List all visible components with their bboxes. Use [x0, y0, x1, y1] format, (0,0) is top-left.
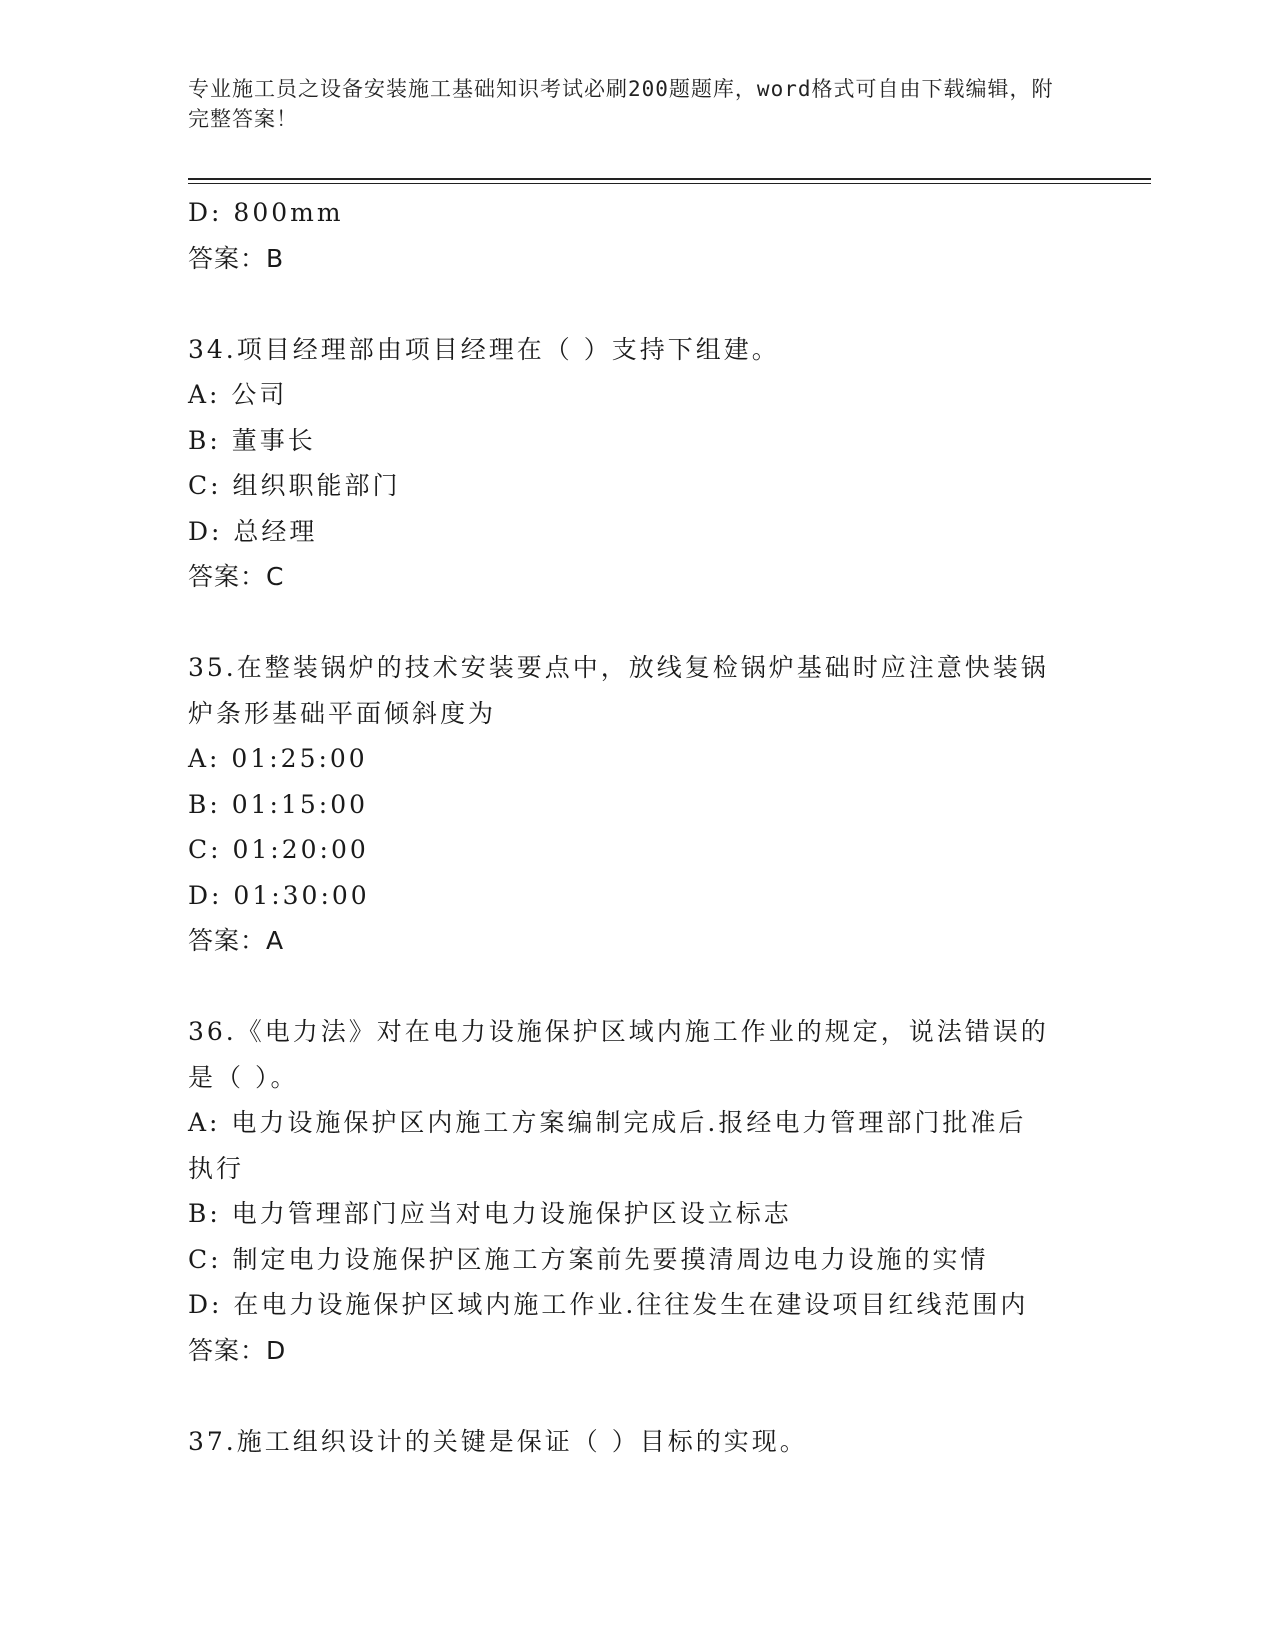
document-header [188, 74, 1068, 134]
q34-option-a: A: 公司 [188, 380, 288, 409]
q36-option-c: C: 制定电力设施保护区施工方案前先要摸清周边电力设施的实情 [188, 1244, 989, 1274]
q35-answer: 答案：A [188, 926, 285, 955]
q34-option-b: B: 董事长 [188, 425, 316, 455]
header-divider-thick [188, 178, 1151, 180]
q35-option-b: B: 01:15:00 [188, 789, 369, 819]
spacer [188, 281, 1088, 327]
prev-answer: 答案：B [188, 243, 285, 273]
question-36-line-1: 36.《电力法》对在电力设施保护区域内施工作业的规定，说法错误的 [188, 1017, 1049, 1046]
spacer [188, 600, 1088, 646]
document-body [188, 190, 1088, 1464]
q36-answer: 答案：D [188, 1335, 287, 1365]
header-text: 专业施工员之设备安装施工基础知识考试必刷200题题库，word格式可自由下载编辑，附完整答案！ [188, 77, 1054, 131]
q36-option-a-line-1: A: 电力设施保护区内施工方案编制完成后.报经电力管理部门批准后 [188, 1108, 1027, 1137]
q34-answer: 答案：C [188, 562, 285, 591]
prev-option-d: D: 800mm [188, 198, 344, 227]
question-35-line-1: 35.在整装锅炉的技术安装要点中，放线复检锅炉基础时应注意快装锅 [188, 653, 1049, 682]
header-divider-thin [188, 183, 1151, 184]
question-34: 34.项目经理部由项目经理在（ ）支持下组建。 [188, 334, 780, 364]
q35-option-c: C: 01:20:00 [188, 835, 369, 864]
q36-option-a-line-2: 执行 [188, 1153, 245, 1183]
question-37: 37.施工组织设计的关键是保证（ ）目标的实现。 [188, 1426, 808, 1456]
question-36-line-2: 是（ ）。 [188, 1062, 299, 1092]
q35-option-d: D: 01:30:00 [188, 880, 370, 910]
q36-option-d: D: 在电力设施保护区域内施工作业.往往发生在建设项目红线范围内 [188, 1290, 1029, 1319]
spacer [188, 1373, 1088, 1419]
q36-option-b: B: 电力管理部门应当对电力设施保护区设立标志 [188, 1199, 792, 1228]
q34-option-c: C: 组织职能部门 [188, 471, 401, 500]
q35-option-a: A: 01:25:00 [188, 744, 368, 773]
spacer [188, 964, 1088, 1010]
question-35-line-2: 炉条形基础平面倾斜度为 [188, 698, 497, 728]
q34-option-d: D: 总经理 [188, 516, 318, 546]
